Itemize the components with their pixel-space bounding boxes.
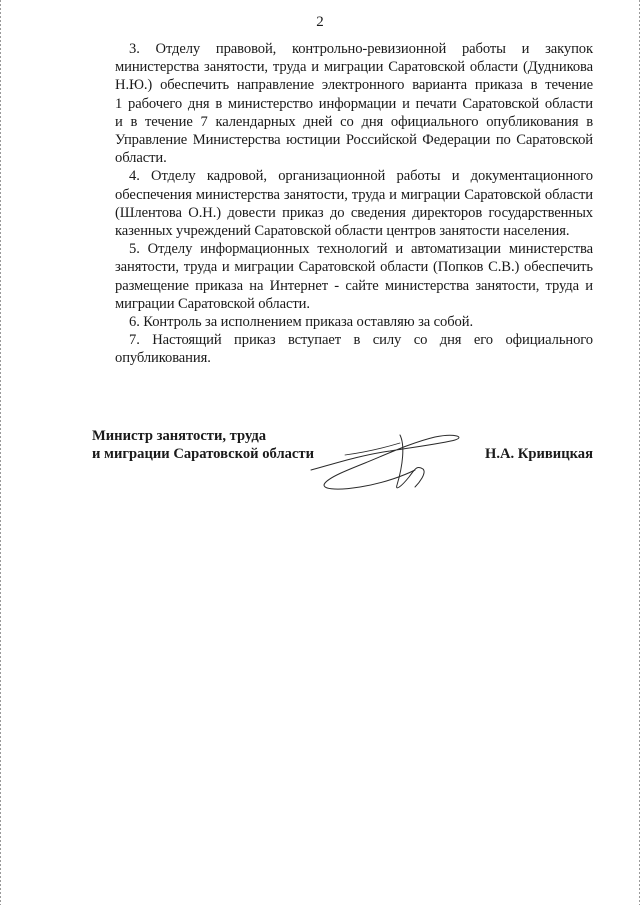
signatory-title bbox=[92, 427, 314, 463]
document-body bbox=[115, 40, 593, 368]
paragraph-line: опубликования. bbox=[115, 350, 211, 367]
paragraph-line: и в течение 7 календарных дней со дня официального опубликования в bbox=[115, 113, 593, 130]
page-number: 2 bbox=[316, 14, 324, 30]
page-edge-left bbox=[0, 0, 1, 905]
paragraph-line: обеспечения министерства занятости, труда и миграции Саратовской области bbox=[115, 186, 593, 203]
paragraph-line: области. bbox=[115, 150, 167, 167]
paragraph-line: 1 рабочего дня в министерство информации и печати Саратовской области bbox=[115, 95, 593, 112]
signatory-title-line-2: и миграции Саратовской области bbox=[92, 446, 314, 462]
paragraph-line: занятости, труда и миграции Саратовской области (Попков С.В.) обеспечить bbox=[115, 259, 593, 276]
signatory-name: Н.А. Кривицкая bbox=[484, 446, 593, 462]
paragraph-line: 7. Настоящий приказ вступает в силу со дня его официального bbox=[129, 332, 593, 349]
paragraph-line: казенных учреждений Саратовской области центров занятости населения. bbox=[115, 223, 570, 240]
paragraph-line: Н.Ю.) обеспечить направление электронного варианта приказа в течение bbox=[115, 77, 593, 94]
handwritten-signature bbox=[305, 425, 475, 505]
paragraph-line: 6. Контроль за исполнением приказа оставляю за собой. bbox=[129, 314, 474, 331]
paragraph-line: Управление Министерства юстиции Российской Федерации по Саратовской bbox=[115, 132, 593, 149]
paragraph-line: 4. Отделу кадровой, организационной работы и документационного bbox=[129, 168, 593, 185]
paragraph-line: размещение приказа на Интернет - сайте министерства занятости, труда и bbox=[115, 277, 593, 294]
paragraph-line: (Шлентова О.Н.) довести приказ до сведения директоров государственных bbox=[115, 204, 593, 221]
paragraph-line: 3. Отделу правовой, контрольно-ревизионной работы и закупок bbox=[129, 41, 593, 57]
paragraph-line: 5. Отделу информационных технологий и автоматизации министерства bbox=[129, 241, 593, 258]
paragraph-line: миграции Саратовской области. bbox=[115, 295, 310, 312]
paragraph-line: министерства занятости, труда и миграции Саратовской области (Дудникова bbox=[115, 59, 593, 76]
signatory-title-line-1: Министр занятости, труда bbox=[92, 428, 267, 444]
